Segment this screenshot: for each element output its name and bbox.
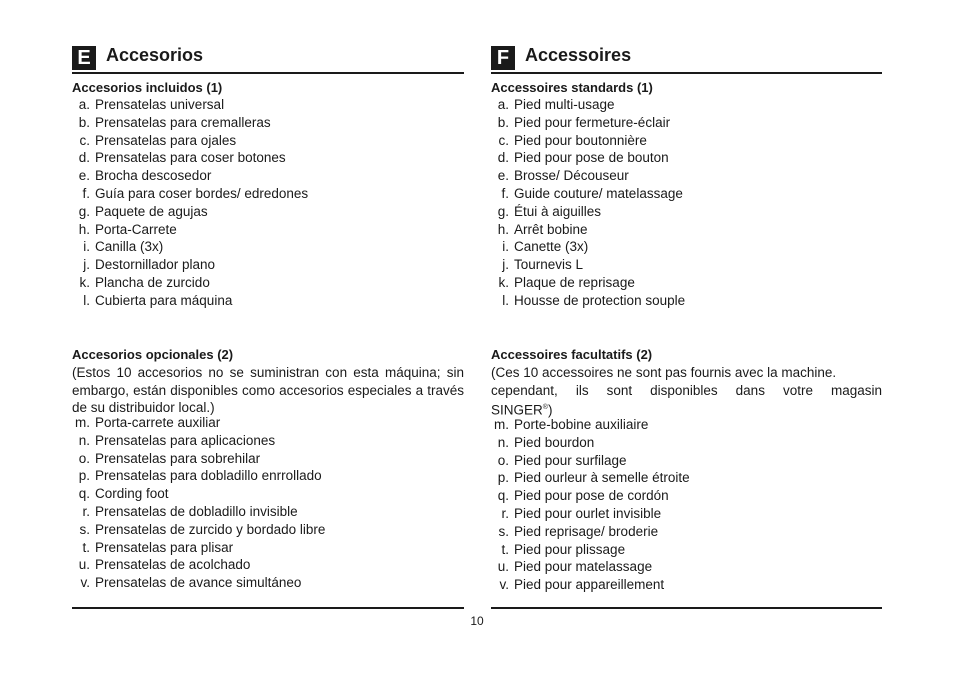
item-text: Prensatelas para dobladillo enrrollado bbox=[95, 468, 322, 484]
item-letter: g. bbox=[78, 203, 90, 219]
note-line-1: (Ces 10 accessoires ne sont pas fournis avec la machine. bbox=[491, 365, 837, 380]
optional-accessories-heading: Accesorios opcionales (2) bbox=[72, 347, 234, 362]
list-item bbox=[491, 523, 882, 541]
registered-mark: ® bbox=[542, 404, 548, 411]
item-letter: e. bbox=[78, 168, 90, 184]
item-letter: l. bbox=[83, 292, 90, 308]
list-item bbox=[72, 256, 464, 274]
item-letter: s. bbox=[79, 521, 90, 537]
list-item bbox=[491, 434, 882, 452]
list-item bbox=[72, 556, 464, 574]
list-item bbox=[72, 292, 464, 310]
page-number: 10 bbox=[470, 614, 484, 628]
item-letter: k. bbox=[498, 274, 509, 290]
optional-accessories-list bbox=[72, 414, 464, 592]
french-header bbox=[491, 44, 882, 74]
item-text: Prensatelas universal bbox=[95, 97, 225, 112]
item-letter: p. bbox=[497, 470, 509, 486]
item-text: Canette (3x) bbox=[514, 239, 589, 255]
section-title-accesorios: Accesorios bbox=[106, 45, 204, 65]
list-item bbox=[491, 132, 882, 150]
item-text: Cubierta para máquina bbox=[95, 292, 233, 308]
item-text: Pied pour appareillement bbox=[514, 577, 665, 593]
item-letter: c. bbox=[79, 132, 90, 148]
item-text: Prensatelas de zurcido y bordado libre bbox=[95, 521, 326, 537]
optional-accessories-list-fr bbox=[491, 416, 882, 594]
note-close-paren: ) bbox=[547, 402, 553, 418]
item-letter: t. bbox=[82, 539, 90, 555]
list-item bbox=[491, 96, 882, 114]
item-letter: a. bbox=[78, 97, 90, 112]
list-item bbox=[72, 485, 464, 503]
item-letter: e. bbox=[497, 168, 509, 184]
list-item bbox=[72, 574, 464, 592]
list-item bbox=[72, 414, 464, 432]
item-text: Plancha de zurcido bbox=[95, 274, 210, 290]
bottom-divider bbox=[491, 607, 882, 609]
item-text: Housse de protection souple bbox=[514, 292, 686, 308]
item-text: Porta-carrete auxiliar bbox=[95, 415, 221, 430]
item-letter: g. bbox=[497, 203, 509, 219]
list-item bbox=[491, 469, 882, 487]
item-text: Pied pour fermeture-éclair bbox=[514, 114, 671, 130]
item-letter: c. bbox=[498, 132, 509, 148]
item-text: Destornillador plano bbox=[95, 257, 216, 273]
brand-name: SINGER bbox=[491, 402, 543, 418]
item-letter: f. bbox=[501, 185, 509, 201]
item-text: Pied multi-usage bbox=[514, 97, 615, 112]
list-item bbox=[491, 487, 882, 505]
item-letter: o. bbox=[78, 450, 90, 466]
section-title-accessoires: Accessoires bbox=[525, 45, 632, 65]
list-item bbox=[72, 149, 464, 167]
list-item bbox=[72, 521, 464, 539]
list-item bbox=[72, 503, 464, 521]
bottom-divider bbox=[72, 607, 464, 609]
item-letter: f. bbox=[82, 185, 90, 201]
item-text: Pied ourleur à semelle étroite bbox=[514, 470, 690, 486]
item-letter: v. bbox=[80, 575, 90, 591]
list-item bbox=[491, 256, 882, 274]
item-text: Pied pour boutonnière bbox=[514, 132, 647, 148]
item-letter: h. bbox=[497, 221, 509, 237]
list-item bbox=[491, 274, 882, 292]
item-text: Pied pour surfilage bbox=[514, 452, 627, 468]
item-text: Brocha descosedor bbox=[95, 168, 212, 184]
list-item bbox=[491, 576, 882, 594]
item-text: Pied bourdon bbox=[514, 434, 595, 450]
list-item bbox=[491, 558, 882, 576]
optional-accessories-heading-fr: Accessoires facultatifs (2) bbox=[491, 347, 653, 362]
item-letter: m. bbox=[494, 417, 509, 432]
item-letter: h. bbox=[78, 221, 90, 237]
optional-accessories-note-fr bbox=[491, 364, 882, 419]
list-item bbox=[491, 416, 882, 434]
item-text: Prensatelas de avance simultáneo bbox=[95, 575, 302, 591]
item-letter: j. bbox=[502, 257, 509, 273]
item-letter: b. bbox=[78, 114, 90, 130]
item-text: Pied reprisage/ broderie bbox=[514, 523, 659, 539]
item-text: Brosse/ Découseur bbox=[514, 168, 629, 184]
list-item bbox=[72, 450, 464, 468]
item-text: Prensatelas para sobrehilar bbox=[95, 450, 261, 466]
spanish-header bbox=[72, 44, 464, 74]
item-text: Pied pour pose de cordón bbox=[514, 488, 669, 504]
list-item bbox=[72, 539, 464, 557]
item-letter: n. bbox=[497, 434, 509, 450]
item-letter: m. bbox=[75, 415, 90, 430]
item-text: Porta-Carrete bbox=[95, 221, 177, 237]
item-text: Plaque de reprisage bbox=[514, 274, 635, 290]
item-letter: k. bbox=[79, 274, 90, 290]
list-item bbox=[491, 505, 882, 523]
item-text: Cording foot bbox=[95, 486, 169, 502]
item-letter: b. bbox=[497, 114, 509, 130]
list-item bbox=[72, 96, 464, 114]
item-letter: q. bbox=[78, 486, 90, 502]
list-item bbox=[491, 541, 882, 559]
list-item bbox=[72, 274, 464, 292]
item-letter: u. bbox=[78, 557, 90, 573]
standard-accessories-list bbox=[491, 96, 882, 310]
standard-accessories-heading: Accessoires standards (1) bbox=[491, 80, 653, 95]
item-letter: n. bbox=[78, 432, 90, 448]
item-text: Porte-bobine auxiliaire bbox=[514, 417, 649, 432]
list-item bbox=[491, 292, 882, 310]
item-letter: s. bbox=[498, 523, 509, 539]
included-accessories-list bbox=[72, 96, 464, 310]
item-letter: i. bbox=[83, 239, 90, 255]
item-text: Prensatelas para ojales bbox=[95, 132, 237, 148]
item-letter: j. bbox=[83, 257, 90, 273]
list-item bbox=[72, 432, 464, 450]
item-text: Tournevis L bbox=[514, 257, 584, 273]
list-item bbox=[72, 114, 464, 132]
item-text: Prensatelas para cremalleras bbox=[95, 114, 271, 130]
item-text: Pied pour plissage bbox=[514, 541, 626, 557]
item-letter: d. bbox=[78, 150, 90, 166]
list-item bbox=[491, 114, 882, 132]
item-text: Guide couture/ matelassage bbox=[514, 185, 683, 201]
list-item bbox=[491, 238, 882, 256]
list-item bbox=[72, 167, 464, 185]
item-text: Paquete de agujas bbox=[95, 203, 208, 219]
list-item bbox=[72, 132, 464, 150]
item-text: Canilla (3x) bbox=[95, 239, 164, 255]
item-letter: u. bbox=[497, 559, 509, 575]
item-text: Pied pour ourlet invisible bbox=[514, 505, 662, 521]
item-text: Pied pour pose de bouton bbox=[514, 150, 669, 166]
included-accessories-heading: Accesorios incluidos (1) bbox=[72, 80, 223, 95]
item-letter: d. bbox=[497, 150, 509, 166]
item-letter: t. bbox=[501, 541, 509, 557]
item-text: Arrêt bobine bbox=[514, 221, 588, 237]
item-text: Prensatelas para aplicaciones bbox=[95, 432, 276, 448]
item-letter: o. bbox=[497, 452, 509, 468]
item-letter: a. bbox=[497, 97, 509, 112]
item-text: Guía para coser bordes/ edredones bbox=[95, 185, 309, 201]
note-line-2: cependant, ils sont disponibles dans votre magasin bbox=[491, 382, 882, 398]
list-item bbox=[72, 467, 464, 485]
item-letter: v. bbox=[499, 577, 509, 593]
optional-accessories-note: (Estos 10 accesorios no se suministran con esta máquina; sin embargo, están disponibles como accesorios especiales a través de su distribuidor local.) bbox=[72, 365, 464, 415]
item-text: Pied pour matelassage bbox=[514, 559, 653, 575]
item-letter: i. bbox=[502, 239, 509, 255]
language-badge-e: E bbox=[72, 46, 96, 70]
list-item bbox=[491, 221, 882, 239]
list-item bbox=[491, 185, 882, 203]
item-text: Prensatelas para coser botones bbox=[95, 150, 286, 166]
item-letter: p. bbox=[78, 468, 90, 484]
item-text: Prensatelas de acolchado bbox=[95, 557, 251, 573]
item-letter: q. bbox=[497, 488, 509, 504]
item-text: Prensatelas de dobladillo invisible bbox=[95, 503, 298, 519]
item-text: Étui à aiguilles bbox=[514, 203, 602, 219]
list-item bbox=[72, 185, 464, 203]
language-badge-f: F bbox=[491, 46, 515, 70]
list-item bbox=[72, 221, 464, 239]
list-item bbox=[491, 203, 882, 221]
list-item bbox=[72, 203, 464, 221]
item-text: Prensatelas para plisar bbox=[95, 539, 234, 555]
list-item bbox=[72, 238, 464, 256]
item-letter: r. bbox=[501, 505, 509, 521]
list-item bbox=[491, 167, 882, 185]
item-letter: r. bbox=[82, 503, 90, 519]
list-item bbox=[491, 149, 882, 167]
list-item bbox=[491, 452, 882, 470]
item-letter: l. bbox=[502, 292, 509, 308]
